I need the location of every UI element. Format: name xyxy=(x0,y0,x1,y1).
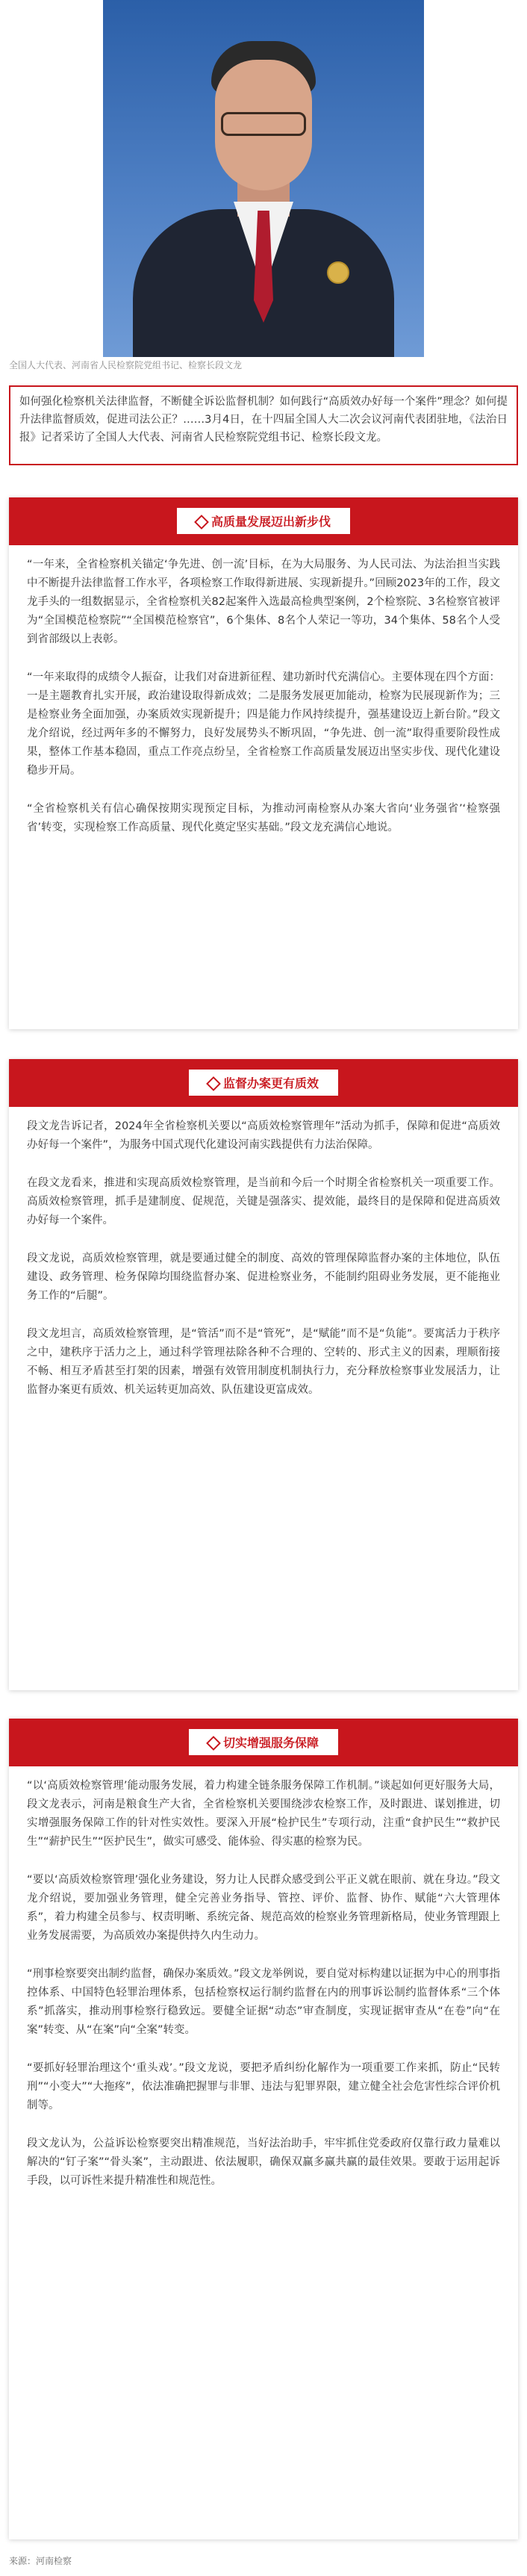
paragraph: 段文龙告诉记者，2024年全省检察机关要以“高质效检察管理年”活动为抓手，保障和促进“高质效办好每一个案件”，为服务中国式现代化建设河南实践提供有力法治保障。 xyxy=(27,1120,500,1151)
paragraph: “以‘高质效检察管理’能动服务发展，着力构建全链条服务保障工作机制。”谈起如何更好服务大局，段文龙表示，河南是粮食生产大省，全省检察机关要围绕涉农检察工作，及时跟进、谋划推进，切实增强服务保障工作的针对性实效性。要深入开展“检护民生”专项行动，注重“食护民生”“救护民生”“薪护民生”“医护民生”，做实可感受、能体验、得实惠的检察为民。 xyxy=(27,1780,500,1848)
photo-caption: 全国人大代表、河南省人民检察院党组书记、检察长段文龙 xyxy=(9,360,243,370)
section-title: 监督办案更有质效 xyxy=(222,1076,319,1090)
paragraph: 段文龙坦言，高质效检察管理，是“管活”而不是“管死”，是“赋能”而不是“负能”。要寓活力于秩序之中，建秩序于活力之上，通过科学管理祛除各种不合理的、空转的、形式主义的因素，理顺衔接不畅、相互矛盾甚至打架的因素，增强有效管用制度机制执行力，充分释放检察事业发展活力，让监督办案更有质效、机关运转更加高效、队伍建设更富成效。 xyxy=(27,1328,500,1396)
paragraph: “要抓好轻罪治理这个‘重头戏’。”段文龙说，要把矛盾纠纷化解作为一项重要工作来抓，防止“民转刑”“小变大”“大拖疼”，依法准确把握罪与非罪、违法与犯罪界限，建立健全社会危害性综合评价机制等。 xyxy=(27,2062,500,2111)
portrait-photo xyxy=(103,0,424,357)
section-title-tag xyxy=(189,1729,338,1755)
section-high-quality-development xyxy=(9,497,518,1029)
diamond-icon xyxy=(206,1736,221,1751)
paragraph: “一年来取得的成绩令人振奋，让我们对奋进新征程、建功新时代充满信心。主要体现在四个方面：一是主题教育扎实开展，政治建设取得新成效；二是服务发展更加能动，检察为民展现新作为；三是检察业务全面加强，办案质效实现新提升；四是能力作风持续提升，强基建设迈上新台阶。”段文龙介绍说，经过两年多的不懈努力，良好发展势头不断巩固，“争先进、创一流”取得重要阶段性成果，整体工作基本稳固，重点工作亮点纷呈，全省检察工作高质量发展迈出坚实步伐、现代化建设稳步开局。 xyxy=(27,671,500,777)
source-credit: 来源：河南检察 xyxy=(9,2556,72,2566)
header-photo-area xyxy=(0,0,527,371)
paragraph: “要以‘高质效检察管理’强化业务建设，努力让人民群众感受到公平正义就在眼前、就在身边。”段文龙介绍说，要加强业务管理，健全完善业务指导、管控、评价、监督、协作、赋能“六大管理体系”，着力构建全员参与、权责明晰、系统完备、规范高效的检察业务管理新格局，使业务管理跟上业务发展需要，为高质效办案提供持久内生动力。 xyxy=(27,1874,500,1942)
section-title-tag xyxy=(189,1070,338,1096)
section-title: 高质量发展迈出新步伐 xyxy=(211,515,331,529)
paragraph: 段文龙认为，公益诉讼检察要突出精准规范，当好法治助手，牢牢抓住党委政府仅靠行政力量难以解决的“钉子案”“骨头案”，主动跟进、依法履职，确保双赢多赢共赢的最佳效果。要敢于运用起诉手段，以可诉性来提升精准性和规范性。 xyxy=(27,2138,500,2187)
paragraph: “全省检察机关有信心确保按期实现预定目标，为推动河南检察从办案大省向‘业务强省’‘检察强省’转变，实现检察工作高质量、现代化奠定坚实基础。”段文龙充满信心地说。 xyxy=(27,803,500,834)
section-supervision-cases xyxy=(9,1059,518,1690)
diamond-icon xyxy=(206,1076,221,1091)
diamond-icon xyxy=(194,515,209,530)
section-title: 切实增强服务保障 xyxy=(222,1736,319,1750)
section-header-bar xyxy=(9,1059,518,1107)
paragraph: “一年来，全省检察机关锚定‘争先进、创一流’目标，在为大局服务、为人民司法、为法治担当实践中不断提升法律监督工作水平，各项检察工作取得新进展、实现新提升。”回顾2023年的工作，段文龙手头的一组数据显示，全省检察机关82起案件入选最高检典型案例，2个检察院、3名检察官被评为“全国模范检察院”“全国模范检察官”，6个集体、8名个人荣记一等功，34个集体、58名个人受到省部级以上表彰。 xyxy=(27,559,500,645)
section-header-bar xyxy=(9,497,518,545)
section-title-tag xyxy=(177,508,350,534)
section-service-guarantee xyxy=(9,1719,518,2539)
paragraph: 在段文龙看来，推进和实现高质效检察管理，是当前和今后一个时期全省检察机关一项重要工作。高质效检察管理，抓手是建制度、促规范，关键是强落实、提效能，最终目的是保障和促进高质效办好每一个案件。 xyxy=(27,1177,500,1226)
paragraph: 段文龙说，高质效检察管理，就是要通过健全的制度、高效的管理保障监督办案的主体地位，队伍建设、政务管理、检务保障均围绕监督办案、促进检察业务，不能制约阻碍业务发展，更不能拖业务工作的“后腿”。 xyxy=(27,1253,500,1302)
section-header-bar xyxy=(9,1719,518,1766)
paragraph: “刑事检察要突出制约监督，确保办案质效。”段文龙举例说，要自觉对标构建以证据为中心的刑事指控体系、中国特色轻罪治理体系，包括检察权运行制约监督在内的刑事诉讼制约监督体系“三个体系”抓落实，推动刑事检察行稳致远。要健全证据“动态”审查制度，实现证据审查从“在卷”向“在案”转变、从“在案”向“全案”转变。 xyxy=(27,1968,500,2036)
intro-box: 如何强化检察机关法律监督，不断健全诉讼监督机制？如何践行“高质效办好每一个案件”理念？如何提升法律监督质效，促进司法公正？……3月4日，在十四届全国人大二次会议河南代表团驻地，《法治日报》记者采访了全国人大代表、河南省人民检察院党组书记、检察长段文龙。 xyxy=(9,385,518,465)
